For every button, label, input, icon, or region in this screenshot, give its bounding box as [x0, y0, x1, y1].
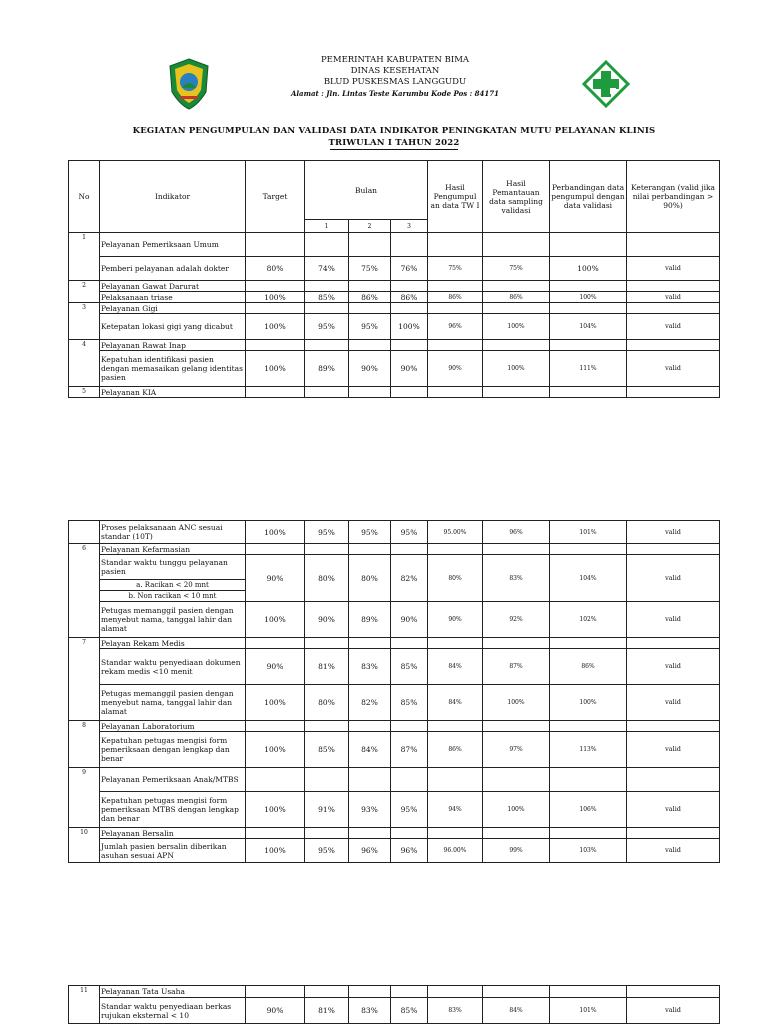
- section-title: Pelayanan Kefarmasian: [100, 544, 246, 555]
- hasil-pengumpulan-value: 83%: [428, 998, 483, 1024]
- month-2-value: 83%: [349, 998, 391, 1024]
- col-month-2: 2: [349, 220, 391, 233]
- indicator-name: Pelaksanaan triase: [100, 292, 246, 303]
- row-number: 5: [69, 387, 100, 398]
- section-row: [69, 544, 720, 555]
- month-1-value: 91%: [305, 792, 349, 828]
- col-keterangan: Keterangan (valid jika nilai perbandingan > 90%): [627, 161, 720, 233]
- hasil-pemantauan-value: 97%: [483, 732, 550, 768]
- sub-criteria: a. Racikan < 20 mnt: [100, 580, 246, 591]
- perbandingan-value: 101%: [550, 521, 627, 544]
- perbandingan-value: 100%: [550, 292, 627, 303]
- table-row: [69, 351, 720, 387]
- keterangan-value: valid: [627, 649, 720, 685]
- keterangan-value: valid: [627, 292, 720, 303]
- section-title: Pelayanan Pemeriksaan Anak/MTBS: [100, 768, 246, 792]
- hasil-pemantauan-value: 100%: [483, 351, 550, 387]
- row-number: 6: [69, 544, 100, 638]
- hasil-pemantauan-value: 100%: [483, 685, 550, 721]
- month-1-value: 81%: [305, 998, 349, 1024]
- month-2-value: 83%: [349, 649, 391, 685]
- month-3-value: 86%: [391, 292, 428, 303]
- hasil-pengumpulan-value: 75%: [428, 257, 483, 281]
- month-2-value: 96%: [349, 839, 391, 863]
- target-value: 90%: [246, 555, 305, 602]
- section-title: Pelayanan Pemeriksaan Umum: [100, 233, 246, 257]
- document-title: [68, 125, 720, 149]
- perbandingan-value: 106%: [550, 792, 627, 828]
- hasil-pengumpulan-value: 94%: [428, 792, 483, 828]
- indicator-table-part-3: [68, 985, 720, 1024]
- row-number: 8: [69, 721, 100, 768]
- col-bulan: Bulan: [305, 161, 428, 220]
- table-row: [69, 521, 720, 544]
- table-row: [69, 257, 720, 281]
- section-row: [69, 986, 720, 998]
- sub-criteria: b. Non racikan < 10 mnt: [100, 591, 246, 602]
- keterangan-value: valid: [627, 839, 720, 863]
- indicator-table-part-2: [68, 520, 720, 863]
- section-title: Pelayanan Gigi: [100, 303, 246, 314]
- month-1-value: 89%: [305, 351, 349, 387]
- hasil-pengumpulan-value: 95.00%: [428, 521, 483, 544]
- indicator-name: Kepatuhan petugas mengisi form pemeriksaan dengan lengkap dan benar: [100, 732, 246, 768]
- hasil-pengumpulan-value: 84%: [428, 649, 483, 685]
- target-value: 90%: [246, 998, 305, 1024]
- month-2-value: 93%: [349, 792, 391, 828]
- month-1-value: 95%: [305, 314, 349, 340]
- month-2-value: 86%: [349, 292, 391, 303]
- perbandingan-value: 103%: [550, 839, 627, 863]
- col-month-3: 3: [391, 220, 428, 233]
- indicator-name: Standar waktu tunggu pelayanan pasien: [100, 555, 246, 580]
- month-1-value: 74%: [305, 257, 349, 281]
- hasil-pemantauan-value: 96%: [483, 521, 550, 544]
- indicator-name: Standar waktu penyediaan berkas rujukan eksternal < 10: [100, 998, 246, 1024]
- title-main: KEGIATAN PENGUMPULAN DAN VALIDASI DATA INDIKATOR PENINGKATAN MUTU PELAYANAN KLINIS: [132, 126, 656, 136]
- regency-emblem-icon: [168, 58, 210, 110]
- indicator-table-part-1: [68, 160, 720, 398]
- target-value: 90%: [246, 649, 305, 685]
- section-row: [69, 768, 720, 792]
- perbandingan-value: 111%: [550, 351, 627, 387]
- month-1-value: 95%: [305, 839, 349, 863]
- month-3-value: 90%: [391, 351, 428, 387]
- month-3-value: 95%: [391, 521, 428, 544]
- table-row: [69, 792, 720, 828]
- month-3-value: 96%: [391, 839, 428, 863]
- target-value: 80%: [246, 257, 305, 281]
- section-row: [69, 233, 720, 257]
- month-2-value: 89%: [349, 602, 391, 638]
- month-3-value: 100%: [391, 314, 428, 340]
- month-3-value: 90%: [391, 602, 428, 638]
- keterangan-value: valid: [627, 732, 720, 768]
- table-row: [69, 839, 720, 863]
- perbandingan-value: 104%: [550, 555, 627, 602]
- month-1-value: 80%: [305, 555, 349, 602]
- header-address: Alamat : Jln. Lintas Teste Karumbu Kode Pos : 84171: [290, 89, 500, 98]
- target-value: 100%: [246, 521, 305, 544]
- table-row: [69, 685, 720, 721]
- col-target: Target: [246, 161, 305, 233]
- table-header-row: [69, 161, 720, 220]
- month-1-value: 85%: [305, 292, 349, 303]
- indicator-name: Jumlah pasien bersalin diberikan asuhan sesuai APN: [100, 839, 246, 863]
- row-number: 11: [69, 986, 100, 1024]
- table-row: [69, 292, 720, 303]
- month-1-value: 80%: [305, 685, 349, 721]
- month-2-value: 95%: [349, 521, 391, 544]
- hasil-pemantauan-value: 75%: [483, 257, 550, 281]
- month-3-value: 85%: [391, 685, 428, 721]
- hasil-pengumpulan-value: 86%: [428, 292, 483, 303]
- col-perbandingan: Perbandingan data pengumpul dengan data validasi: [550, 161, 627, 233]
- section-title: Pelayan Rekam Medis: [100, 638, 246, 649]
- hasil-pengumpulan-value: 90%: [428, 351, 483, 387]
- target-value: 100%: [246, 792, 305, 828]
- table-row: [69, 649, 720, 685]
- title-period: TRIWULAN I TAHUN 2022: [328, 138, 460, 148]
- col-hasil-pemantauan: Hasil Pemantauan data sampling validasi: [483, 161, 550, 233]
- section-row: [69, 303, 720, 314]
- month-2-value: 82%: [349, 685, 391, 721]
- month-3-value: 85%: [391, 649, 428, 685]
- health-cross-icon: [582, 60, 630, 108]
- month-1-value: 85%: [305, 732, 349, 768]
- month-2-value: 80%: [349, 555, 391, 602]
- table-row: [69, 602, 720, 638]
- col-month-1: 1: [305, 220, 349, 233]
- row-number: 2: [69, 281, 100, 303]
- hasil-pemantauan-value: 100%: [483, 792, 550, 828]
- perbandingan-value: 101%: [550, 998, 627, 1024]
- row-number: 9: [69, 768, 100, 828]
- row-number: 7: [69, 638, 100, 721]
- keterangan-value: valid: [627, 685, 720, 721]
- month-1-value: 95%: [305, 521, 349, 544]
- section-row: [69, 828, 720, 839]
- col-no: No: [69, 161, 100, 233]
- section-row: [69, 721, 720, 732]
- keterangan-value: valid: [627, 555, 720, 602]
- section-title: Pelayanan Rawat Inap: [100, 340, 246, 351]
- table-row: [69, 732, 720, 768]
- month-2-value: 95%: [349, 314, 391, 340]
- perbandingan-value: 102%: [550, 602, 627, 638]
- header-institution: BLUD PUSKESMAS LANGGUDU: [323, 77, 467, 87]
- section-title: Pelayanan Tata Usaha: [100, 986, 246, 998]
- month-2-value: 84%: [349, 732, 391, 768]
- section-title: Pelayanan Bersalin: [100, 828, 246, 839]
- row-number: 10: [69, 828, 100, 863]
- table-row: [69, 314, 720, 340]
- indicator-name: Kepatuhan petugas mengisi form pemeriksaan MTBS dengan lengkap dan benar: [100, 792, 246, 828]
- hasil-pengumpulan-value: 90%: [428, 602, 483, 638]
- header-department: DINAS KESEHATAN: [350, 66, 440, 76]
- hasil-pengumpulan-value: 86%: [428, 732, 483, 768]
- table-row: [69, 555, 720, 580]
- row-number: 4: [69, 340, 100, 387]
- indicator-name: Pemberi pelayanan adalah dokter: [100, 257, 246, 281]
- perbandingan-value: 113%: [550, 732, 627, 768]
- keterangan-value: valid: [627, 351, 720, 387]
- keterangan-value: valid: [627, 521, 720, 544]
- target-value: 100%: [246, 314, 305, 340]
- perbandingan-value: 104%: [550, 314, 627, 340]
- month-1-value: 90%: [305, 602, 349, 638]
- col-indikator: Indikator: [100, 161, 246, 233]
- month-1-value: 81%: [305, 649, 349, 685]
- indicator-name: Standar waktu penyediaan dokumen rekam medis <10 menit: [100, 649, 246, 685]
- hasil-pemantauan-value: 87%: [483, 649, 550, 685]
- hasil-pemantauan-value: 99%: [483, 839, 550, 863]
- target-value: 100%: [246, 602, 305, 638]
- indicator-name: Proses pelaksanaan ANC sesuai standar (10T): [100, 521, 246, 544]
- hasil-pemantauan-value: 100%: [483, 314, 550, 340]
- target-value: 100%: [246, 351, 305, 387]
- month-3-value: 76%: [391, 257, 428, 281]
- hasil-pengumpulan-value: 84%: [428, 685, 483, 721]
- indicator-name: Petugas memanggil pasien dengan menyebut nama, tanggal lahir dan alamat: [100, 602, 246, 638]
- section-row: [69, 281, 720, 292]
- indicator-name: Ketepatan lokasi gigi yang dicabut: [100, 314, 246, 340]
- section-row: [69, 638, 720, 649]
- month-2-value: 90%: [349, 351, 391, 387]
- perbandingan-value: 86%: [550, 649, 627, 685]
- hasil-pengumpulan-value: 80%: [428, 555, 483, 602]
- month-3-value: 95%: [391, 792, 428, 828]
- target-value: 100%: [246, 839, 305, 863]
- hasil-pemantauan-value: 83%: [483, 555, 550, 602]
- target-value: 100%: [246, 292, 305, 303]
- row-number: 3: [69, 303, 100, 340]
- section-title: Pelayanan Gawat Darurat: [100, 281, 246, 292]
- section-row: [69, 387, 720, 398]
- hasil-pengumpulan-value: 96.00%: [428, 839, 483, 863]
- indicator-name: Kepatuhan identifikasi pasien dengan memasaikan gelang identitas pasien: [100, 351, 246, 387]
- month-3-value: 85%: [391, 998, 428, 1024]
- col-hasil-pengumpulan: Hasil Pengumpul an data TW I: [428, 161, 483, 233]
- letterhead: [230, 55, 560, 99]
- header-government: PEMERINTAH KABUPATEN BIMA: [320, 55, 470, 65]
- title-underline: [330, 149, 458, 150]
- keterangan-value: valid: [627, 792, 720, 828]
- section-title: Pelayanan Laboratorium: [100, 721, 246, 732]
- section-row: [69, 340, 720, 351]
- keterangan-value: valid: [627, 998, 720, 1024]
- hasil-pemantauan-value: 84%: [483, 998, 550, 1024]
- target-value: 100%: [246, 732, 305, 768]
- indicator-name: Petugas memanggil pasien dengan menyebut nama, tanggal lahir dan alamat: [100, 685, 246, 721]
- target-value: 100%: [246, 685, 305, 721]
- month-2-value: 75%: [349, 257, 391, 281]
- table-row: [69, 998, 720, 1024]
- row-number: 1: [69, 233, 100, 281]
- hasil-pengumpulan-value: 96%: [428, 314, 483, 340]
- hasil-pemantauan-value: 92%: [483, 602, 550, 638]
- perbandingan-value: 100%: [550, 257, 627, 281]
- section-title: Pelayanan KIA: [100, 387, 246, 398]
- keterangan-value: valid: [627, 602, 720, 638]
- keterangan-value: valid: [627, 257, 720, 281]
- month-3-value: 87%: [391, 732, 428, 768]
- month-3-value: 82%: [391, 555, 428, 602]
- hasil-pemantauan-value: 86%: [483, 292, 550, 303]
- perbandingan-value: 100%: [550, 685, 627, 721]
- keterangan-value: valid: [627, 314, 720, 340]
